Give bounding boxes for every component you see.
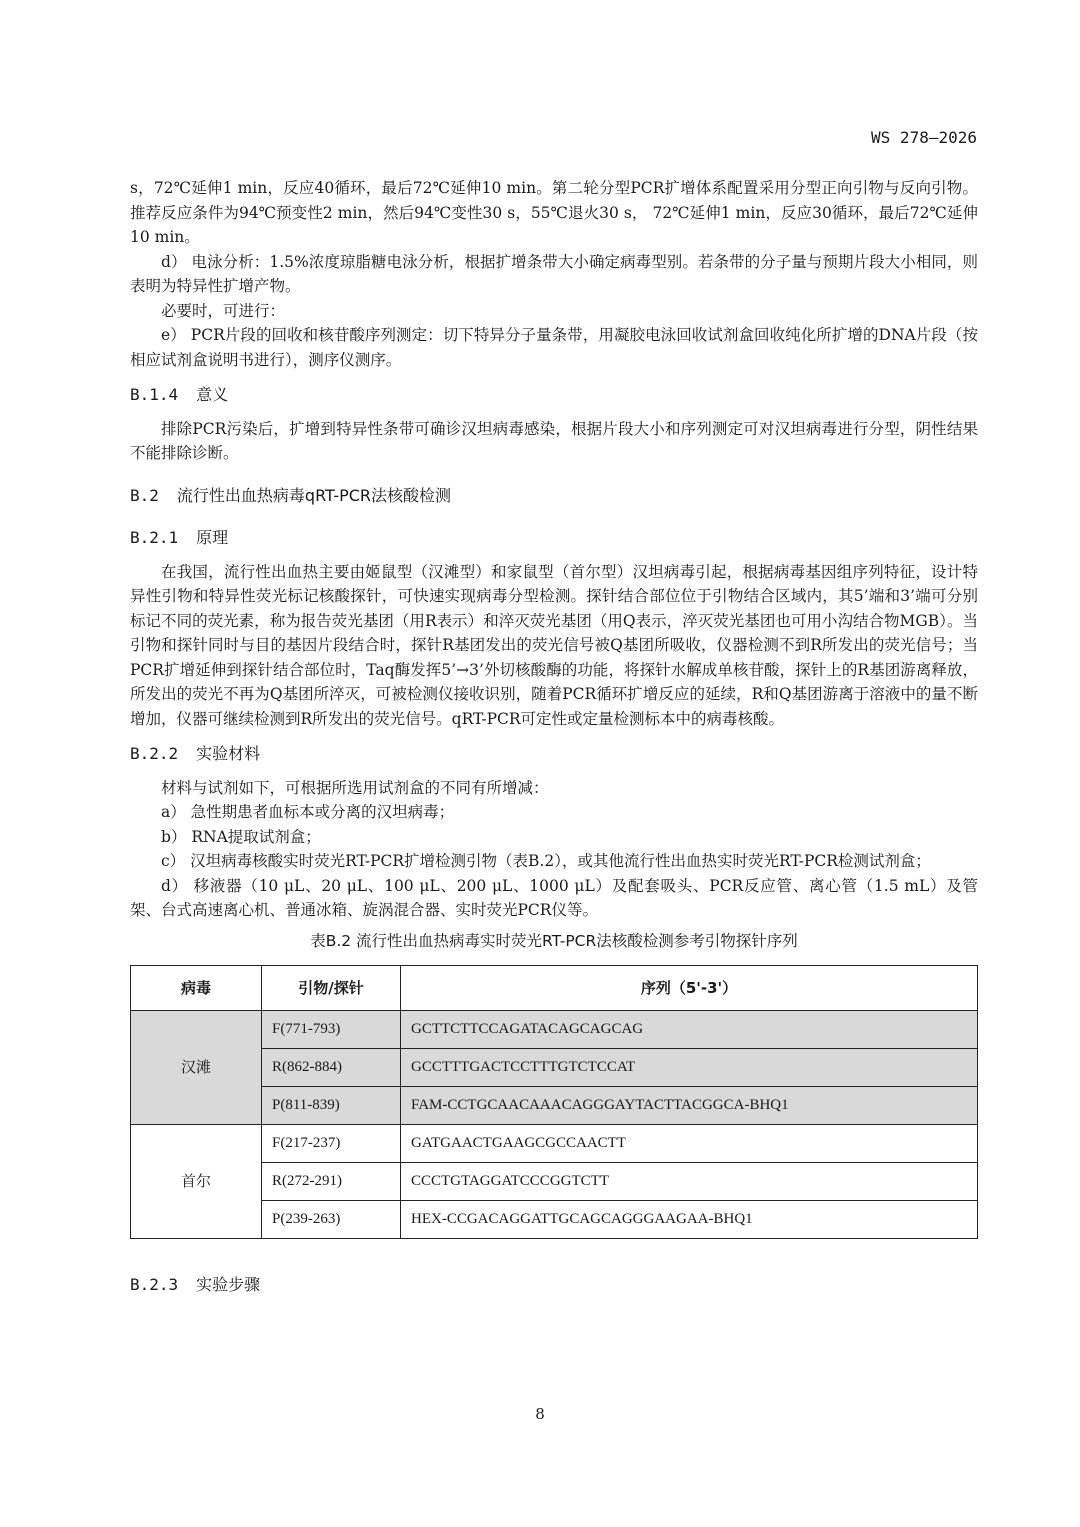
sequence-cell: FAM-CCTGCAACAAACAGGGAYTACTTACGGCA-BHQ1 — [401, 1087, 978, 1125]
list-item: a） 急性期患者血标本或分离的汉坦病毒； — [161, 803, 455, 821]
primer-cell: R(272-291) — [262, 1163, 401, 1201]
section-title: 流行性出血热病毒qRT-PCR法核酸检测 — [176, 485, 452, 505]
paragraph: 材料与试剂如下，可根据所选用试剂盒的不同有所增减： — [161, 778, 549, 797]
primer-cell: F(217-237) — [262, 1125, 401, 1163]
section-title: 实验材料 — [196, 744, 261, 763]
section-number: B.2.1 — [130, 528, 179, 547]
paragraph: s，72℃延伸1 min，反应40循环，最后72℃延伸10 min。第二轮分型PCR扩增体系配置采用分型正向引物与反向引物。推荐反应条件为94℃预变性2 min，然后94℃变性30 s，55℃退火30 s， 72℃延伸1 min，反应30循环，最后72℃延伸10 min。 — [130, 179, 978, 246]
page-content — [130, 176, 978, 1307]
primer-cell: P(811-839) — [262, 1087, 401, 1125]
table-header-row — [131, 966, 978, 1011]
section-number: B.2.2 — [130, 744, 179, 763]
section-heading-b22 — [130, 742, 978, 767]
paragraph: d） 电泳分析：1.5%浓度琼脂糖电泳分析，根据扩增条带大小确定病毒型别。若条带的分子量与预期片段大小相同，则表明为特异性扩增产物。 — [130, 252, 978, 295]
primer-cell: P(239-263) — [262, 1201, 401, 1239]
sequence-cell: GCTTCTTCCAGATACAGCAGCAG — [401, 1011, 978, 1049]
page-number: 8 — [535, 1405, 545, 1423]
virus-cell: 首尔 — [131, 1125, 262, 1239]
table-row — [131, 1011, 978, 1049]
header-cell: 序列（5'-3'） — [401, 966, 978, 1011]
primer-cell: R(862-884) — [262, 1049, 401, 1087]
sequence-cell: CCCTGTAGGATCCCGGTCTT — [401, 1163, 978, 1201]
section-heading-b23 — [130, 1273, 978, 1298]
section-title: 实验步骤 — [196, 1275, 261, 1294]
paragraph: 排除PCR污染后，扩增到特异性条带可确诊汉坦病毒感染，根据片段大小和序列测定可对汉坦病毒进行分型，阴性结果不能排除诊断。 — [130, 419, 978, 462]
sequence-cell: GCCTTTGACTCCTTTGTCTCCAT — [401, 1049, 978, 1087]
primer-table — [130, 965, 978, 1239]
list-item: c） 汉坦病毒核酸实时荧光RT-PCR扩增检测引物（表B.2），或其他流行性出血热实时荧光RT-PCR检测试剂盒； — [161, 852, 931, 870]
header-cell: 引物/探针 — [262, 966, 401, 1011]
table-row — [131, 1125, 978, 1163]
paragraph: e） PCR片段的回收和核苷酸序列测定：切下特异分子量条带，用凝胶电泳回收试剂盒回收纯化所扩增的DNA片段（按相应试剂盒说明书进行），测序仪测序。 — [130, 326, 978, 369]
virus-cell: 汉滩 — [131, 1011, 262, 1125]
section-number: B.1.4 — [130, 385, 179, 404]
section-number: B.2.3 — [130, 1275, 179, 1294]
list-item: d） 移液器（10 μL、20 μL、100 μL、200 μL、1000 μL）及配套吸头、PCR反应管、离心管（1.5 mL）及管架、台式高速离心机、普通冰箱、旋涡混合器、实时荧光PCR仪等。 — [130, 876, 978, 919]
primer-cell: F(771-793) — [262, 1011, 401, 1049]
table-caption: 表B.2 流行性出血热病毒实时荧光RT-PCR法核酸检测参考引物探针序列 — [310, 931, 798, 950]
section-number: B.2 — [130, 485, 159, 505]
section-heading-b2 — [130, 484, 978, 509]
section-heading-b14 — [130, 383, 978, 408]
section-title: 原理 — [196, 528, 229, 547]
paragraph: 必要时，可进行： — [161, 301, 286, 320]
document-code: WS 278—2026 — [871, 128, 977, 147]
section-title: 意义 — [196, 385, 229, 404]
sequence-cell: HEX-CCGACAGGATTGCAGCAGGGAAGAA-BHQ1 — [401, 1201, 978, 1239]
sequence-cell: GATGAACTGAAGCGCCAACTT — [401, 1125, 978, 1163]
paragraph: 在我国，流行性出血热主要由姬鼠型（汉滩型）和家鼠型（首尔型）汉坦病毒引起，根据病毒基因组序列特征，设计特异性引物和特异性荧光标记核酸探针，可快速实现病毒分型检测。探针结合部位位于引物结合区域内，其5’端和3’端可分别标记不同的荧光素，称为报告荧光基团（用R表示）和淬灭荧光基团（用Q表示，淬灭荧光基团也可用小沟结合物MGB）。当引物和探针同时与目的基因片段结合时，探针R基团发出的荧光信号被Q基团所吸收，仪器检测不到R所发出的荧光信号；当PCR扩增延伸到探针结合部位时，Taq酶发挥5’→3’外切核酸酶的功能，将探针水解成单核苷酸，探针上的R基团游离释放，所发出的荧光不再为Q基团所淬灭，可被检测仪接收识别，随着PCR循环扩增反应的延续，R和Q基团游离于溶液中的量不断增加，仪器可继续检测到R所发出的荧光信号。qRT-PCR可定性或定量检测标本中的病毒核酸。 — [130, 562, 978, 728]
section-heading-b21 — [130, 526, 978, 551]
header-cell: 病毒 — [131, 966, 262, 1011]
list-item: b） RNA提取试剂盒； — [161, 827, 321, 846]
